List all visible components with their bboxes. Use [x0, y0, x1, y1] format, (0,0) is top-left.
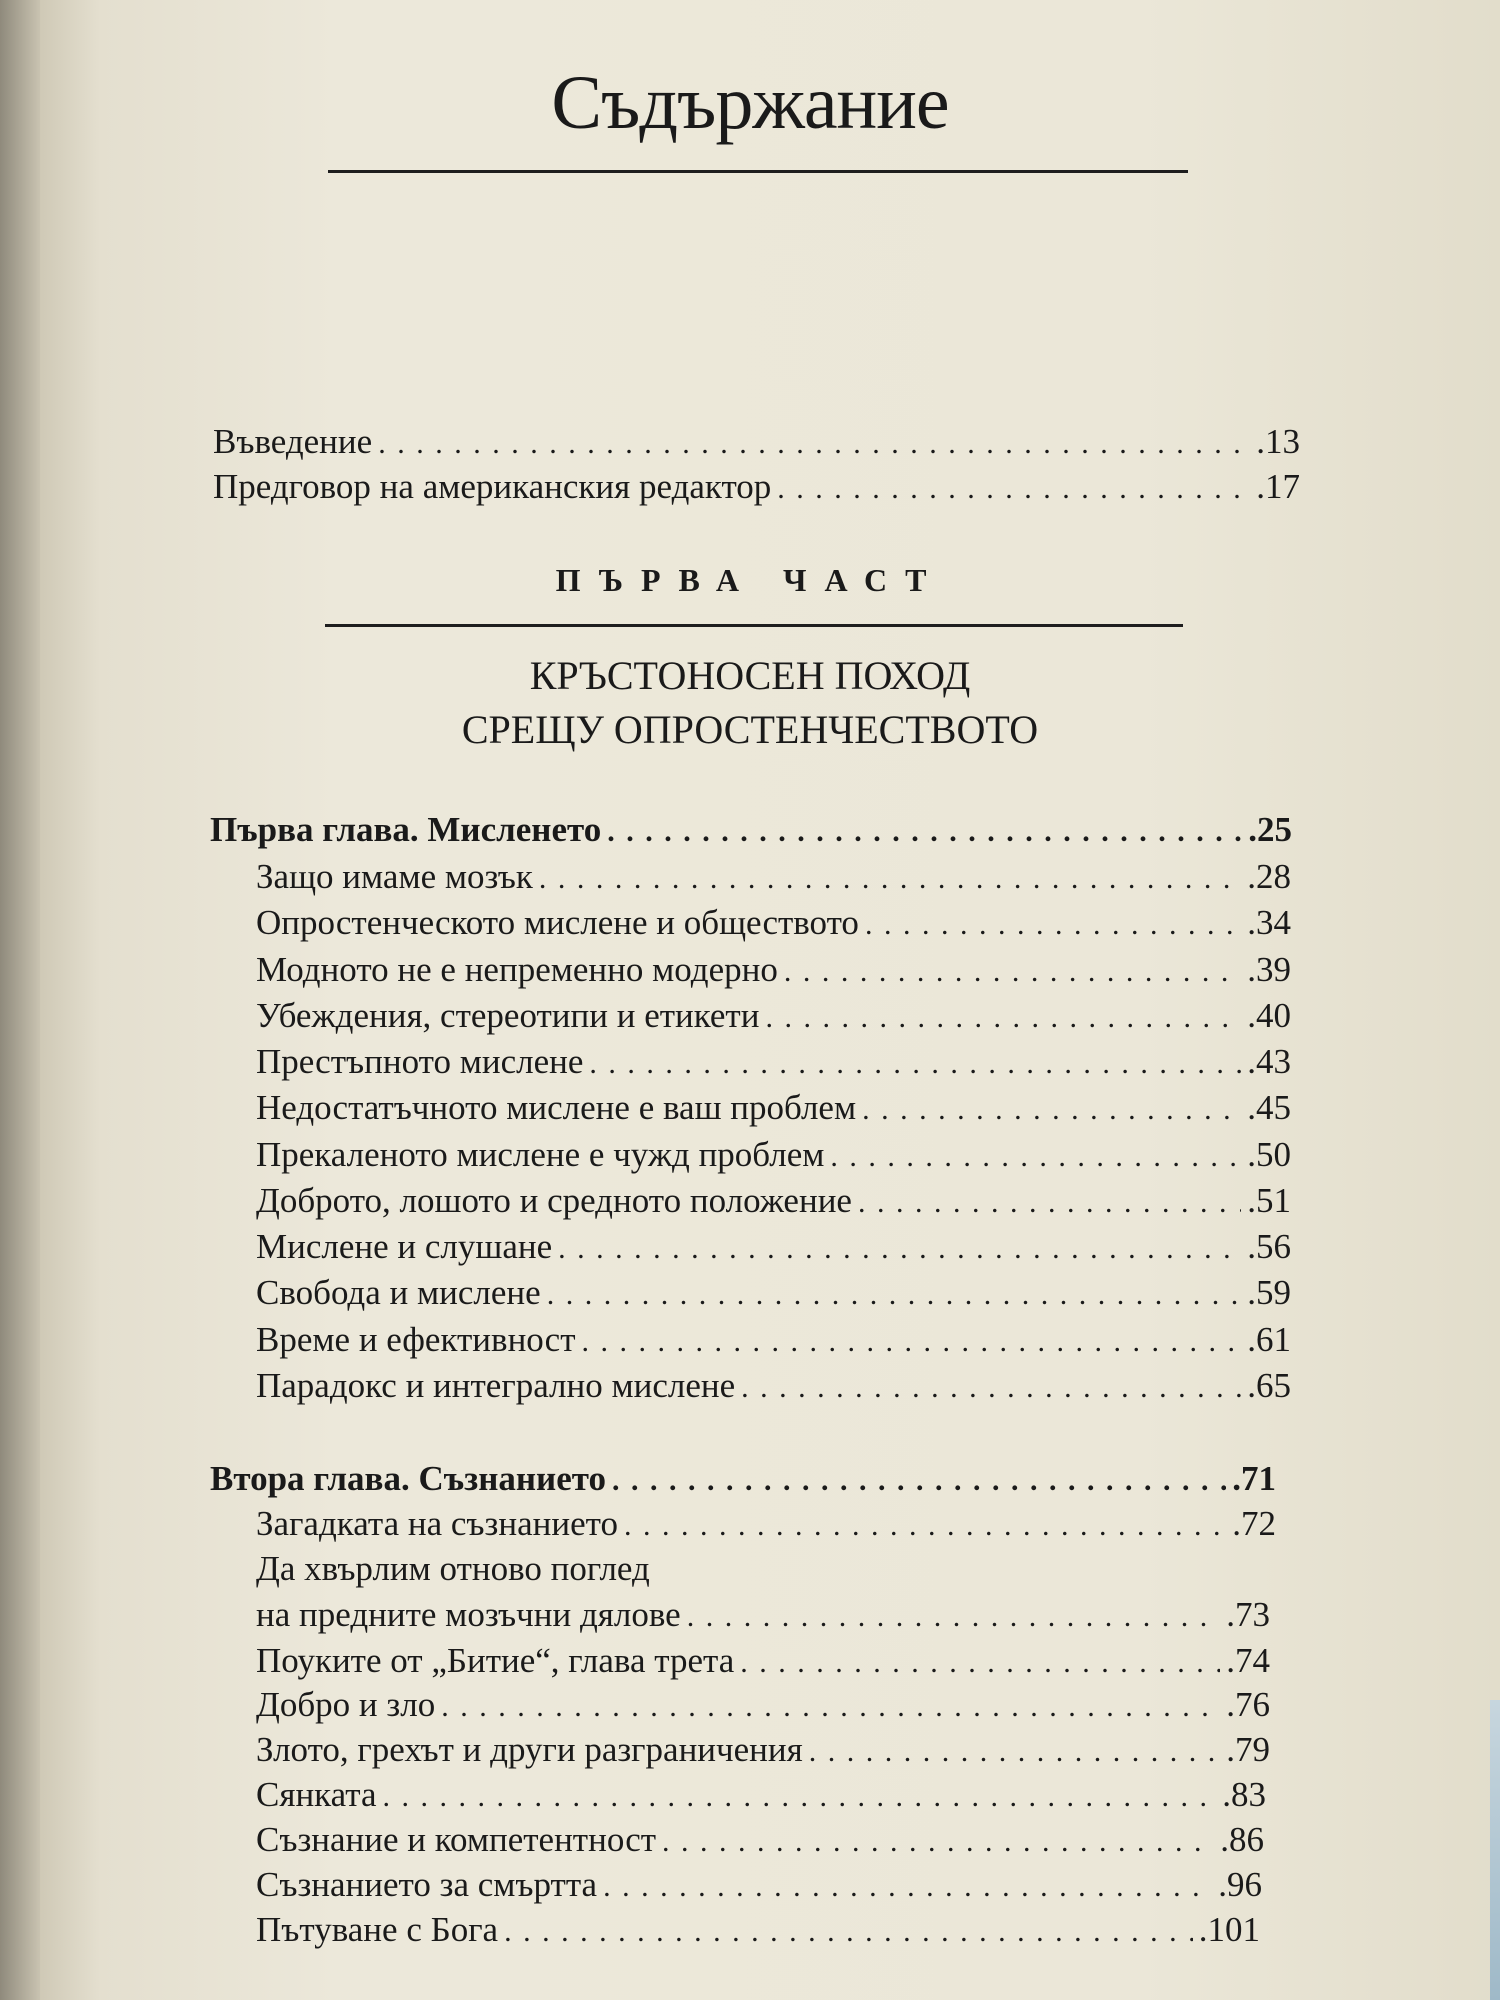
section-label: Защо имаме мозък	[256, 857, 533, 896]
toc-section	[256, 1181, 1291, 1221]
toc-section	[256, 857, 1291, 897]
dot-leader	[862, 1093, 1241, 1127]
section-label: Добро и зло	[256, 1685, 436, 1724]
toc-section	[256, 903, 1291, 943]
section-page: .73	[1226, 1595, 1270, 1634]
toc-section	[256, 1910, 1260, 1950]
dot-leader	[539, 862, 1241, 896]
toc-entry-label: Предговор на американския редактор	[213, 467, 772, 506]
section-label: Мислене и слушане	[256, 1227, 553, 1266]
toc-chapter-2	[210, 1459, 1276, 1499]
book-gutter-shadow	[0, 0, 40, 2000]
section-page: .50	[1247, 1135, 1291, 1174]
dot-leader	[383, 1780, 1217, 1814]
section-page: .28	[1247, 857, 1291, 896]
toc-chapter-1	[210, 810, 1292, 850]
section-label: Време и ефективност	[256, 1320, 576, 1359]
part-title-line1: КРЪСТОНОСЕН ПОХОД	[529, 653, 971, 698]
section-label: Модното не е непременно модерно	[256, 950, 778, 989]
section-label: Доброто, лошото и средното положение	[256, 1181, 852, 1220]
section-label: Недостатъчното мислене е ваш проблем	[256, 1088, 857, 1127]
dot-leader	[607, 815, 1242, 849]
dot-leader	[441, 1690, 1220, 1724]
section-page: .74	[1226, 1641, 1270, 1680]
section-page: .76	[1226, 1685, 1270, 1724]
section-page: .59	[1247, 1273, 1291, 1312]
dot-leader	[741, 1371, 1241, 1405]
dot-leader	[687, 1600, 1221, 1634]
section-page: .101	[1198, 1910, 1260, 1949]
title-rule	[328, 170, 1188, 173]
toc-section	[256, 1730, 1270, 1770]
section-label: Злото, грехът и други разграничения	[256, 1730, 803, 1769]
section-page: .40	[1247, 996, 1291, 1035]
toc-section	[256, 1595, 1270, 1635]
section-label: Пътуване с Бога	[256, 1910, 499, 1949]
toc-entry-page: .17	[1256, 467, 1300, 506]
section-label: Съзнанието за смъртта	[256, 1865, 598, 1904]
section-page: .86	[1220, 1820, 1264, 1859]
toc-entry-foreword	[213, 467, 1300, 507]
dot-leader	[582, 1325, 1242, 1359]
dot-leader	[865, 908, 1241, 942]
dot-leader	[662, 1825, 1214, 1859]
part-label: ПЪРВА ЧАСТ	[555, 562, 945, 598]
dot-leader	[858, 1186, 1241, 1220]
section-label: Загадката на съзнанието	[256, 1504, 618, 1543]
toc-entry-page: .13	[1256, 422, 1300, 461]
dot-leader	[558, 1232, 1241, 1266]
page-title: Съдържание	[551, 61, 949, 145]
section-label: Парадокс и интегрално мислене	[256, 1366, 736, 1405]
section-label: Опростенческото мислене и обществото	[256, 903, 859, 942]
dot-leader	[589, 1047, 1241, 1081]
dot-leader	[740, 1646, 1220, 1680]
dot-leader	[603, 1870, 1212, 1904]
section-label: Поуките от „Битие“, глава трета	[256, 1641, 735, 1680]
chapter-page: .25	[1248, 810, 1292, 849]
section-label: Убеждения, стереотипи и етикети	[256, 996, 760, 1035]
toc-section	[256, 996, 1291, 1036]
toc-section	[256, 1865, 1262, 1905]
dot-leader	[784, 955, 1241, 989]
dot-leader	[765, 1001, 1241, 1035]
section-page: .79	[1226, 1730, 1270, 1769]
toc-section	[256, 1320, 1291, 1360]
section-page: .65	[1247, 1366, 1291, 1405]
part-rule	[325, 624, 1183, 627]
toc-section	[256, 1820, 1264, 1860]
section-page: .56	[1247, 1227, 1291, 1266]
section-page: .96	[1218, 1865, 1262, 1904]
section-label: на предните мозъчни дялове	[256, 1595, 681, 1634]
section-page: .51	[1247, 1181, 1291, 1220]
section-page: .45	[1247, 1088, 1291, 1127]
dot-leader	[809, 1735, 1221, 1769]
toc-entry-introduction	[213, 422, 1300, 462]
section-page: .72	[1232, 1504, 1276, 1543]
section-label: Престъпното мислене	[256, 1042, 584, 1081]
toc-section	[256, 1366, 1291, 1406]
toc-section	[256, 1641, 1270, 1681]
part-title-line2: СРЕЩУ ОПРОСТЕНЧЕСТВОТО	[461, 707, 1039, 752]
section-label: Сянката	[256, 1775, 377, 1814]
toc-section	[256, 1227, 1291, 1267]
dot-leader	[612, 1464, 1226, 1498]
section-label: Свобода и мислене	[256, 1273, 541, 1312]
section-page: .39	[1247, 950, 1291, 989]
background-edge	[1490, 1700, 1500, 2000]
section-label: Прекаленото мислене е чужд проблем	[256, 1135, 825, 1174]
chapter-heading: Първа глава. Мисленето	[210, 810, 602, 849]
dot-leader	[777, 472, 1250, 506]
chapter-heading: Втора глава. Съзнанието	[210, 1459, 606, 1498]
section-page: .61	[1247, 1320, 1291, 1359]
chapter-page: .71	[1232, 1459, 1276, 1498]
toc-section-line: Да хвърлим отново поглед	[256, 1549, 650, 1588]
dot-leader	[830, 1140, 1241, 1174]
dot-leader	[378, 427, 1250, 461]
toc-section	[256, 1273, 1291, 1313]
section-page: .83	[1222, 1775, 1266, 1814]
dot-leader	[547, 1278, 1242, 1312]
toc-section	[256, 1504, 1276, 1544]
toc-section	[256, 1042, 1291, 1082]
toc-section	[256, 950, 1291, 990]
dot-leader	[624, 1509, 1226, 1543]
section-page: .34	[1247, 903, 1291, 942]
toc-entry-label: Въведение	[213, 422, 373, 461]
section-page: .43	[1247, 1042, 1291, 1081]
toc-section	[256, 1088, 1291, 1128]
section-label: Съзнание и компетентност	[256, 1820, 657, 1859]
toc-section	[256, 1135, 1291, 1175]
toc-section	[256, 1775, 1266, 1815]
dot-leader	[504, 1915, 1193, 1949]
toc-section	[256, 1685, 1270, 1725]
